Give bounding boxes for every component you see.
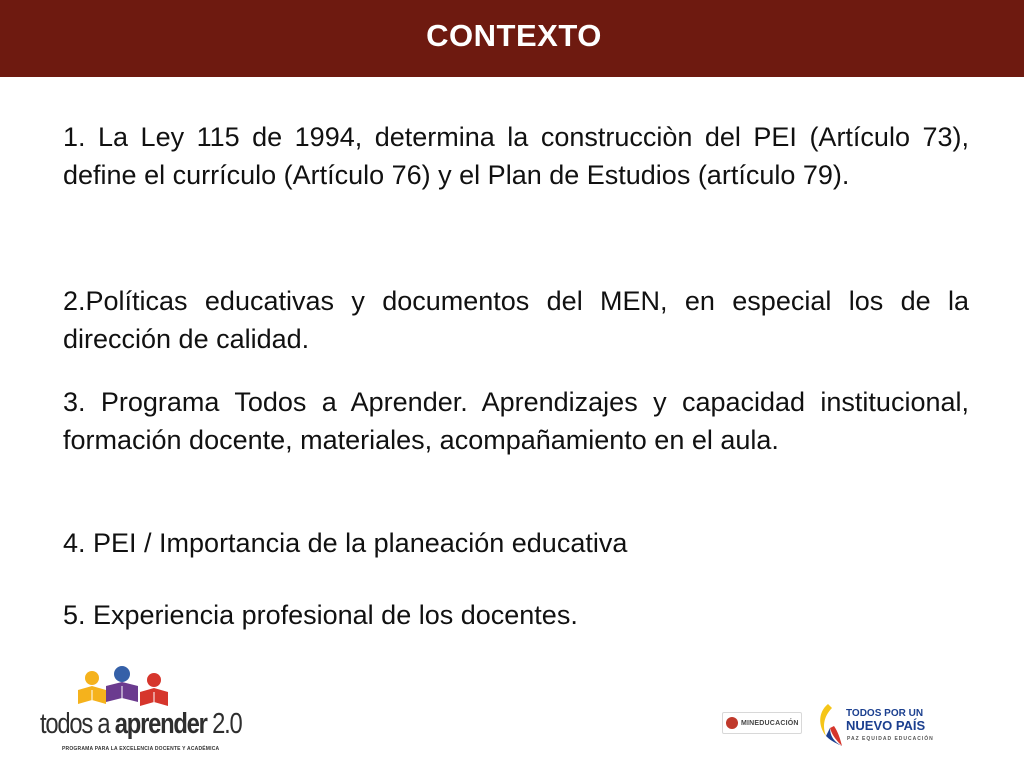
tap-logo-subtitle: PROGRAMA PARA LA EXCELENCIA DOCENTE Y ACADÉMICA (62, 746, 220, 752)
tap-logo-text (40, 708, 241, 741)
list-item-4: 4. PEI / Importancia de la planeación educativa (63, 528, 628, 558)
todos-por-un-nuevo-pais-logo (814, 702, 934, 750)
nuevo-pais-line2: NUEVO PAÍS (846, 718, 926, 733)
coat-of-arms-icon (726, 717, 738, 729)
tap-logo-version: 2.0 (206, 708, 242, 740)
slide-title: CONTEXTO (426, 17, 602, 53)
todos-a-aprender-logo (36, 666, 242, 756)
mineducacion-logo (722, 712, 802, 734)
nuevo-pais-line3: PAZ EQUIDAD EDUCACIÓN (847, 736, 934, 742)
people-books-icon (74, 666, 184, 708)
tap-logo-regular: todos a (40, 708, 115, 740)
colombia-flag-swirl-icon (814, 702, 844, 748)
list-item-3: 3. Programa Todos a Aprender. Aprendizajes y capacidad institucional, formación docente, materiales, acompañamiento en el aula. (63, 387, 969, 455)
tap-logo-bold: aprender (114, 708, 207, 740)
list-item-5: 5. Experiencia profesional de los docentes. (63, 600, 578, 630)
list-item-2: 2.Políticas educativas y documentos del MEN, en especial los de la dirección de calidad. (63, 286, 969, 354)
mineducacion-text: MINEDUCACIÓN (741, 719, 799, 727)
nuevo-pais-line1: TODOS POR UN (846, 708, 924, 719)
header-bar (0, 0, 1024, 77)
list-item-1: 1. La Ley 115 de 1994, determina la construcciòn del PEI (Artículo 73), define el currículo (Artículo 76) y el Plan de Estudios (artículo 79). (63, 122, 969, 190)
